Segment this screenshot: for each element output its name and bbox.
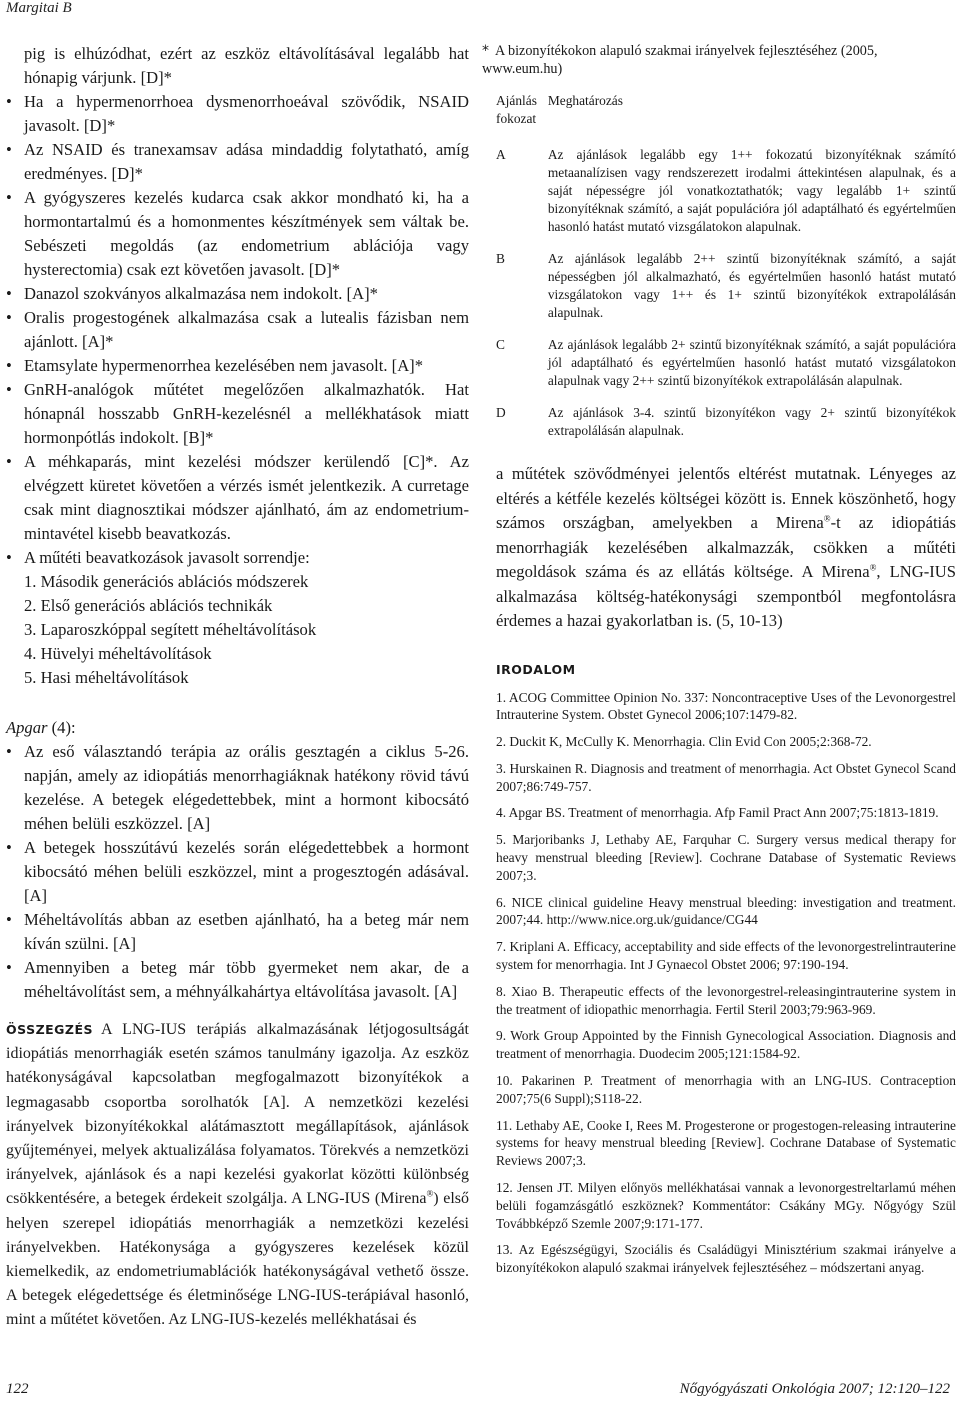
journal-citation: Nőgyógyászati Onkológia 2007; 12:120–122 (679, 1381, 950, 1397)
right-column (482, 42, 956, 1286)
reference-item: 10. Pakarinen P. Treatment of menorrhagia with an LNG-IUS. Contraception 2007;75(6 Suppl);S118-22. (496, 1073, 956, 1106)
numbered-item: 2. Első generációs ablációs technikák (24, 596, 273, 615)
body-paragraph (482, 462, 956, 634)
list-item: • A betegek hosszútávú kezelés során elégedettebbek a hormont kibocsátó méhen belüli eszközzel, mint a progesztogén adásával. [A] (6, 836, 469, 908)
list-item: • Méheltávolítás abban az esetben ajánlható, ha a beteg már nem kíván szülni. [A] (6, 908, 469, 956)
grade-letter: C (496, 337, 505, 352)
list-item: • A műtéti beavatkozások javasolt sorrendje: (6, 546, 469, 570)
apgar-ref: (4): (47, 718, 76, 737)
reference-item: 2. Duckit K, McCully K. Menorrhagia. Clin Evid Con 2005;2:368-72. (496, 734, 872, 750)
reference-item: 5. Marjoribanks J, Lethaby AE, Farquhar C. Surgery versus medical therapy for heavy menstrual bleeding [Review]. Cochrane Database of Systematic Reviews 2007;3. (496, 832, 956, 883)
grading-table (482, 92, 956, 454)
running-head: Margitai B (6, 0, 72, 16)
reference-item: 12. Jensen JT. Milyen előnyös mellékhatásai vannak a levonorgestreltarlamú méhen belüli fogamzásgátló eszköznek? Kommentátor: Csákány MGy. Nőgyógy Szül Továbbképző Szemle 2007;9:171-177. (496, 1180, 956, 1231)
reference-item: 4. Apgar BS. Treatment of menorrhagia. Afp Famil Pract Ann 2007;75:1813-1819. (496, 805, 939, 821)
grade-definition: Az ajánlások legalább egy 1++ fokozatú bizonyítéknak számító metaanalízisen vagy rendszerezett irodalmi áttekintésen alapulnak, és a saját népességre jól vonatkoztathatók; vagy legalább 1+ szintű bizonyítéknak számító, a saját populációra jól adaptálható és egyértelműen hasonló hatást mutató vizsgálatokon alapulnak. (547, 147, 956, 234)
numbered-item: 1. Második generációs ablációs módszerek (24, 572, 309, 591)
reference-item: 11. Lethaby AE, Cooke I, Rees M. Progesterone or progestogen-releasing intrauterine systems for heavy menstrual bleeding [Review]. Cochrane Database of Systematic Reviews 2007;3. (496, 1117, 956, 1169)
left-column (6, 42, 469, 1004)
grade-definition: Az ajánlások 3-4. szintű bizonyítékon vagy 2+ szintű bizonyítékok extrapolálásán alapulnak. (547, 405, 956, 438)
page-number: 122 (6, 1381, 29, 1397)
reference-item: 13. Az Egészségügyi, Szociális és Családügyi Minisztérium szakmai irányelve a bizonyítékokon alapuló szakmai irányelvek fejlesztéséhez – módszertani anyag. (496, 1242, 956, 1276)
reference-item: 1. ACOG Committee Opinion No. 337: Noncontraceptive Uses of the Levonorgestrel Intrauterine System. Obstet Gynecol 2006;107:1479-82. (496, 689, 956, 723)
asterisk-icon: * (482, 43, 489, 59)
list-item: • Ha a hypermenorrhoea dysmenorrhoeával szövődik, NSAID javasolt. [D]* (6, 90, 469, 138)
list-item: • A gyógyszeres kezelés kudarca csak akkor mondható ki, ha a hormontartalmú és a homonmentes készítmények sem váltak be. Sebészeti megoldás (az endometrium ablációja vagy hysterectomia) csak ezt követően javasolt. [D]* (6, 186, 469, 282)
numbered-item: 3. Laparoszkóppal segített méheltávolítások (24, 620, 317, 639)
registered-mark: ® (869, 562, 877, 573)
apgar-heading (6, 716, 469, 740)
references-heading: IRODALOM (496, 661, 576, 677)
list-item: • Az eső választandó terápia az orális gesztagén a ciklus 5-26. napján, amely az idiopátiás menorrhagiáknak hatékony rövid távú kezelése. A betegek elégedettebbek, mint a hormont kibocsátó méhen belüli eszközzel. [A] (6, 740, 469, 836)
list-item: • Az NSAID és tranexamsav adása mindaddig folytatható, amíg eredményes. [D]* (6, 138, 469, 186)
grading-source-note (482, 42, 956, 78)
summary-text: A LNG-IUS terápiás alkalmazásának létjogosultságát idiopátiás menorrhagiák esetén számos tanulmány igazolja. Az eszköz hatékonyságával kapcsolatban megfogalmazott bizonyítékok a legmagasabb csoportba sorolhatók [A]. A nemzetközi kezelési irányelvek bizonyítékokkal alátámasztott megállapítások, ajánlások gyűjteményei, melyek aktualizálása folyamatos. Törekvés a nemzetközi irányelvek, ajánlások és a napi kezelési gyakorlat közötti különbség csökkentésére, a betegek érdekeit szolgálja. A LNG-IUS (Mirena (6, 1021, 469, 1208)
reference-list (482, 689, 956, 1278)
note-text: A bizonyítékokon alapuló szakmai irányelvek fejlesztéséhez (2005, www.eum.hu) (482, 43, 878, 77)
list-item: • Amennyiben a beteg már több gyermeket nem akar, de a méheltávolítást sem, a méhnyálkahártya eltávolítása javasolt. [A] (6, 956, 469, 1004)
table-row (482, 250, 956, 336)
grade-header: Ajánlás fokozat (496, 93, 537, 126)
registered-mark: ® (426, 1189, 434, 1200)
summary-section (6, 1018, 469, 1333)
reference-item: 3. Hurskainen R. Diagnosis and treatment of menorrhagia. Act Obstet Gynecol Scand 2007;86:749-757. (496, 760, 956, 794)
list-item: pig is elhúzódhat, ezért az eszköz eltávolításával legalább hat hónapig várjunk. [D]* (24, 44, 469, 87)
list-item: • Oralis progestogének alkalmazása csak a lutealis fázisban nem ajánlott. [A]* (6, 306, 469, 354)
body-text: -t az idiopátiás menorrhagiák kezelésében alkalmazzák, csökken a műtéti megoldások száma és az ellátás költsége. A Mirena (496, 513, 956, 581)
table-row (482, 336, 956, 404)
summary-heading: ÖSSZEGZÉS (6, 1022, 94, 1037)
registered-mark: ® (823, 513, 831, 524)
grade-letter: A (496, 147, 506, 162)
summary-text-cont: ) első helyen szerepel idiopátiás menorrhagiák a nemzetközi kezelési irányelvekben. Hatékonysága a gyógyszeres kezelések közül kiemelkedik, az endometriumablációk hatékonyságával vethető össze. A betegek elégedettsége és életminősége LNG-IUS-terápiával hasonló, mint a műtétet követően. Az LNG-IUS-kezelés mellékhatásai és (6, 1190, 469, 1329)
body-text: , LNG-IUS alkalmazása költség-hatékonysági szempontból megfontolásra érdemes a hazai gyakorlatban is. (5, 10-13) (496, 562, 956, 630)
list-item: • Etamsylate hypermenorrhea kezelésében nem javasolt. [A]* (6, 354, 469, 378)
list-item: • GnRH-analógok műtétet megelőzően alkalmazhatók. Hat hónapnál hosszabb GnRH-kezelésnél a mellékhatások miatt hormonpótlás indokolt. [B]* (6, 378, 469, 450)
numbered-item: 5. Hasi méheltávolítások (24, 668, 189, 687)
grade-letter: D (496, 405, 506, 420)
grade-definition: Az ajánlások legalább 2++ szintű bizonyítéknak számító, a saját népességben jól alkalmazható, és egyértelműen hasonló hatást mutató vizsgálatokon vagy 1++ és 1+ szintű bizonyítékok extrapolálásán alapulnak. (547, 251, 956, 320)
reference-item: 6. NICE clinical guideline Heavy menstrual bleeding: investigation and treatment. 2007;44. http://www.nice.org.uk/guidance/CG44 (496, 894, 956, 928)
apgar-title: Apgar (6, 718, 48, 737)
list-item: • A méhkaparás, mint kezelési módszer kerülendő [C]*. Az elvégzett küretet követően a vérzés ismét jelentkezik. A curretage csak mint diagnosztikai módszer ajánlható, ám az endometrium-mintavétel kisebb beavatkozás. (6, 450, 469, 546)
grade-letter: B (496, 251, 505, 266)
reference-item: 9. Work Group Appointed by the Finnish Gynecological Association. Diagnosis and treatment of menorrhagia. Duodecim 2005;121:1584-92. (496, 1028, 956, 1062)
definition-header: Meghatározás (547, 93, 623, 108)
table-row (482, 404, 956, 454)
list-item: • Danazol szokványos alkalmazása nem indokolt. [A]* (6, 282, 469, 306)
table-row (482, 146, 956, 250)
body-text: a műtétek szövődményei jelentős eltérést mutatnak. Lényeges az eltérés a kétféle kezelés költségei között is. Ennek köszönhető, hogy számos országban, amelyekben a Mirena (496, 464, 956, 532)
grade-definition: Az ajánlások legalább 2+ szintű bizonyítéknak számító, a saját populációra jól adaptálható és egyértelműen hasonló hatást mutató vizsgálatokon alapulnak vagy 2++ szintű bizonyítékok extrapolálásán alapulnak. (547, 337, 956, 388)
reference-item: 8. Xiao B. Therapeutic effects of the levonorgestrel-releasingintrauterine system in the treatment of idiopathic menorrhagia. Fertil Steril 2003;79:963-969. (496, 983, 956, 1017)
numbered-item: 4. Hüvelyi méheltávolítások (24, 644, 212, 663)
reference-item: 7. Kriplani A. Efficacy, acceptability and side effects of the levonorgestrelintrauterine system for menorrhagia. Int J Gynaecol Obstet 2006; 97:190-194. (496, 939, 956, 973)
